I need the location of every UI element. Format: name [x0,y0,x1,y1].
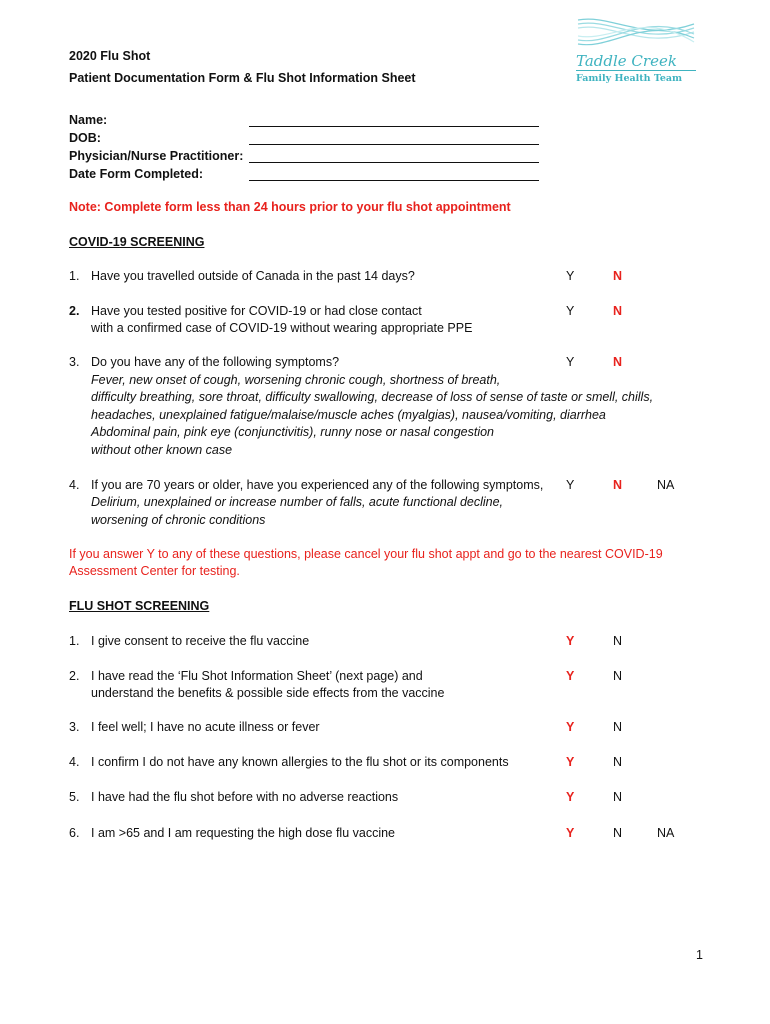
field-label: Name: [69,113,108,127]
logo-subtitle: Family Health Team [576,73,683,84]
page-title: 2020 Flu Shot [69,49,151,63]
question-text: I have read the ‘Flu Shot Information Sheet’ (next page) and [91,669,423,683]
question-number: 1. [69,634,80,648]
answer-yes[interactable]: Y [566,669,575,683]
question-number: 5. [69,790,80,804]
logo-rule [576,70,696,71]
answer-no[interactable]: N [613,269,623,283]
answer-yes[interactable]: Y [566,826,575,840]
field-label: Physician/Nurse Practitioner: [69,149,244,163]
answer-no[interactable]: N [613,304,623,318]
date-input-line[interactable] [249,166,539,181]
logo [572,12,702,84]
question-text: Have you tested positive for COVID-19 or had close contact [91,304,422,318]
name-input-line[interactable] [249,112,539,127]
page-subtitle: Patient Documentation Form & Flu Shot Information Sheet [69,71,416,85]
question-text: If you are 70 years or older, have you experienced any of the following symptoms, [91,478,544,492]
symptoms-line: worsening of chronic conditions [91,513,266,527]
answer-no[interactable]: N [613,790,623,804]
question-text: I have had the flu shot before with no adverse reactions [91,790,399,804]
answer-no[interactable]: N [613,755,623,769]
question-text: Have you travelled outside of Canada in the past 14 days? [91,269,415,283]
question-number: 2. [69,304,80,318]
dob-input-line[interactable] [249,130,539,145]
question-text: Do you have any of the following symptoms? [91,355,340,369]
logo-name: Taddle Creek [576,52,677,70]
question-text: I feel well; I have no acute illness or fever [91,720,320,734]
answer-no[interactable]: N [613,634,623,648]
physician-input-line[interactable] [249,148,539,163]
question-number: 1. [69,269,80,283]
symptoms-line: Delirium, unexplained or increase number of falls, acute functional decline, [91,495,504,509]
symptoms-line: difficulty breathing, sore throat, difficulty swallowing, decrease of loss of sense of taste or smell, chills, [91,390,654,404]
question-text: I confirm I do not have any known allergies to the flu shot or its components [91,755,509,769]
question-number: 3. [69,355,80,369]
question-number: 4. [69,478,80,492]
answer-yes[interactable]: Y [566,790,575,804]
question-number: 3. [69,720,80,734]
answer-yes[interactable]: Y [566,634,575,648]
answer-no[interactable]: N [613,720,623,734]
answer-yes[interactable]: Y [566,304,575,318]
answer-no[interactable]: N [613,355,623,369]
answer-no[interactable]: N [613,669,623,683]
question-number: 2. [69,669,80,683]
field-label: Date Form Completed: [69,167,204,181]
question-number: 4. [69,755,80,769]
question-number: 6. [69,826,80,840]
answer-yes[interactable]: Y [566,478,575,492]
answer-yes[interactable]: Y [566,269,575,283]
warning-line: If you answer Y to any of these questions, please cancel your flu shot appt and go to the nearest COVID-19 [69,547,663,561]
symptoms-line: Abdominal pain, pink eye (conjunctivitis), runny nose or nasal congestion [91,425,495,439]
question-text: with a confirmed case of COVID-19 without wearing appropriate PPE [91,321,473,335]
question-text: I give consent to receive the flu vaccine [91,634,310,648]
answer-no[interactable]: N [613,826,623,840]
answer-no[interactable]: N [613,478,623,492]
answer-na[interactable]: NA [657,478,675,492]
symptoms-line: headaches, unexplained fatigue/malaise/muscle aches (myalgias), nausea/vomiting, diarrhea [91,408,606,422]
answer-yes[interactable]: Y [566,755,575,769]
page-number: 1 [696,948,703,962]
question-text: I am >65 and I am requesting the high dose flu vaccine [91,826,396,840]
symptoms-line: without other known case [91,443,233,457]
answer-yes[interactable]: Y [566,355,575,369]
symptoms-line: Fever, new onset of cough, worsening chronic cough, shortness of breath, [91,373,501,387]
covid-heading: COVID-19 SCREENING [69,235,205,249]
note: Note: Complete form less than 24 hours prior to your flu shot appointment [69,200,511,214]
answer-yes[interactable]: Y [566,720,575,734]
warning-line: Assessment Center for testing. [69,564,240,578]
flu-heading: FLU SHOT SCREENING [69,599,210,613]
logo-waves-icon [572,12,702,52]
answer-na[interactable]: NA [657,826,675,840]
question-text: understand the benefits & possible side effects from the vaccine [91,686,445,700]
field-label: DOB: [69,131,101,145]
